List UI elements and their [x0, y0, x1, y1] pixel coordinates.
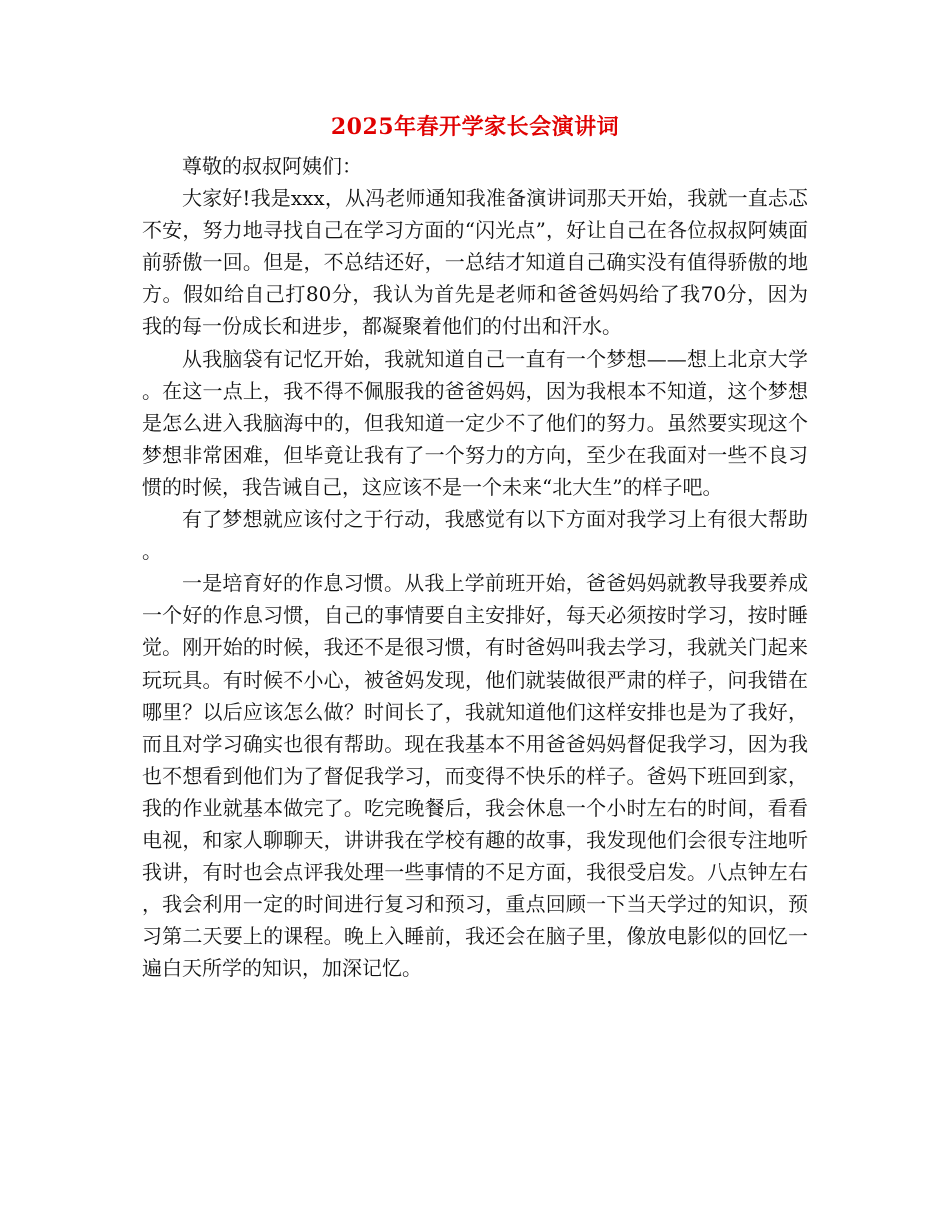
document-title: 2025年春开学家长会演讲词: [330, 114, 620, 140]
document-body: [142, 150, 808, 984]
body-paragraph: 有了梦想就应该付之于行动，我感觉有以下方面对我学习上有很大帮助。: [142, 507, 808, 564]
body-paragraph: 从我脑袋有记忆开始，我就知道自己一直有一个梦想——想上北京大学。在这一点上，我不得不佩服我的爸爸妈妈，因为我根本不知道，这个梦想是怎么进入我脑海中的，但我知道一定少不了他们的努力。虽然要实现这个梦想非常困难，但毕竟让我有了一个努力的方向，至少在我面对一些不良习惯的时候，我告诫自己，这应该不是一个未来“北大生”的样子吧。: [142, 346, 808, 499]
body-paragraph: 大家好!我是xxx，从冯老师通知我准备演讲词那天开始，我就一直忐忑不安，努力地寻找自己在学习方面的“闪光点”，好让自己在各位叔叔阿姨面前骄傲一回。但是，不总结还好，一总结才知道自己确实没有值得骄傲的地方。假如给自己打80分，我认为首先是老师和爸爸妈妈给了我70分，因为我的每一份成长和进步，都凝聚着他们的付出和汗水。: [142, 186, 808, 339]
body-paragraph: 一是培育好的作息习惯。从我上学前班开始，爸爸妈妈就教导我要养成一个好的作息习惯，自己的事情要自主安排好，每天必须按时学习，按时睡觉。刚开始的时候，我还不是很习惯，有时爸妈叫我去学习，我就关门起来玩玩具。有时候不小心，被爸妈发现，他们就装做很严肃的样子，问我错在哪里？以后应该怎么做？时间长了，我就知道他们这样安排也是为了我好，而且对学习确实也很有帮助。现在我基本不用爸爸妈妈督促我学习，因为我也不想看到他们为了督促我学习，而变得不快乐的样子。爸妈下班回到家，我的作业就基本做完了。吃完晚餐后，我会休息一个小时左右的时间，看看电视，和家人聊聊天，讲讲我在学校有趣的故事，我发现他们会很专注地听我讲，有时也会点评我处理一些事情的不足方面，我很受启发。八点钟左右，我会利用一定的时间进行复习和预习，重点回顾一下当天学过的知识，预习第二天要上的课程。晚上入睡前，我还会在脑子里，像放电影似的回忆一遍白天所学的知识，加深记忆。: [142, 571, 808, 981]
salutation-paragraph: 尊敬的叔叔阿姨们：: [182, 154, 362, 178]
